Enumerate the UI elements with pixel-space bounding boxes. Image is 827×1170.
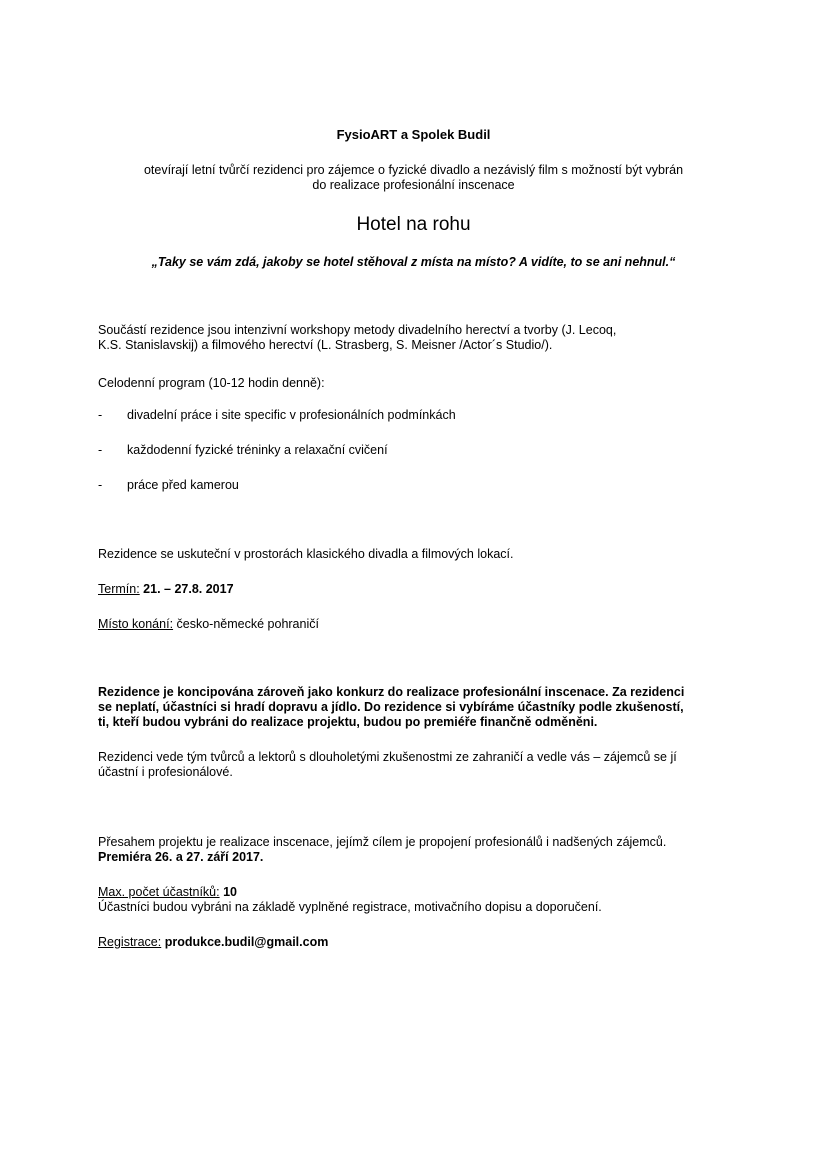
list-item: práce před kamerou [127, 478, 239, 492]
term-line [98, 582, 718, 597]
subtitle [0, 163, 827, 193]
document-title: Hotel na rohu [356, 214, 471, 235]
venue-line [98, 617, 718, 632]
team-line-2: účastní i profesionálové. [98, 765, 233, 779]
project-paragraph [98, 835, 718, 865]
team-line-1: Rezidenci vede tým tvůrců a lektorů s dlouholetými zkušenostmi ze zahraničí a vedle vás – zájemců se jí [98, 750, 677, 764]
term-value: 21. – 27.8. 2017 [143, 582, 234, 596]
workshops-line-1: Součástí rezidence jsou intenzivní workshopy metody divadelního herectví a tvorby (J. Lecoq, [98, 323, 617, 337]
capacity-value: 10 [223, 885, 237, 899]
capacity-label: Max. počet účastníků: [98, 885, 220, 899]
project-line-1: Přesahem projektu je realizace inscenace, jejímž cílem je propojení profesionálů i nadšených zájemců. [98, 835, 667, 849]
location-sentence: Rezidence se uskuteční v prostorách klasického divadla a filmových lokací. [98, 547, 514, 561]
list-item: divadelní práce i site specific v profesionálních podmínkách [127, 408, 456, 422]
list-bullet: - [98, 443, 103, 457]
audition-line-3: ti, kteří budou vybráni do realizace projektu, budou po premiéře finančně odměněni. [98, 715, 598, 729]
registration-email[interactable]: produkce.budil@gmail.com [164, 935, 329, 949]
list-bullet: - [98, 408, 103, 422]
organizers-heading: FysioART a Spolek Budil [336, 127, 491, 142]
registration-line [98, 935, 718, 950]
workshops-line-2: K.S. Stanislavskij) a filmového herectví (L. Strasberg, S. Meisner /Actor´s Studio/). [98, 338, 553, 352]
venue-value: česko-německé pohraničí [176, 617, 319, 631]
workshops-paragraph [98, 323, 718, 353]
registration-label: Registrace: [98, 935, 162, 949]
capacity-paragraph [98, 885, 718, 915]
subtitle-line-2: do realizace profesionální inscenace [312, 178, 515, 192]
program-heading: Celodenní program (10-12 hodin denně): [98, 376, 325, 390]
audition-paragraph [98, 685, 718, 730]
audition-line-2: se neplatí, účastníci si hradí dopravu a jídlo. Do rezidence si vybíráme účastníky podle zkušeností, [98, 700, 684, 714]
tagline-quote: „Taky se vám zdá, jakoby se hotel stěhoval z místa na místo? A vidíte, to se ani nehnul.“ [151, 255, 676, 269]
subtitle-line-1: otevírají letní tvůrčí rezidenci pro zájemce o fyzické divadlo a nezávislý film s možností být vybrán [143, 163, 684, 177]
premiere-line: Premiéra 26. a 27. září 2017. [98, 850, 264, 864]
list-bullet: - [98, 478, 103, 492]
audition-line-1: Rezidence je koncipována zároveň jako konkurz do realizace profesionální inscenace. Za rezidenci [98, 685, 685, 699]
team-paragraph [98, 750, 718, 780]
selection-line: Účastníci budou vybráni na základě vyplněné registrace, motivačního dopisu a doporučení. [98, 900, 602, 914]
venue-label: Místo konání: [98, 617, 174, 631]
term-label: Termín: [98, 582, 140, 596]
list-item: každodenní fyzické tréninky a relaxační cvičení [127, 443, 388, 457]
